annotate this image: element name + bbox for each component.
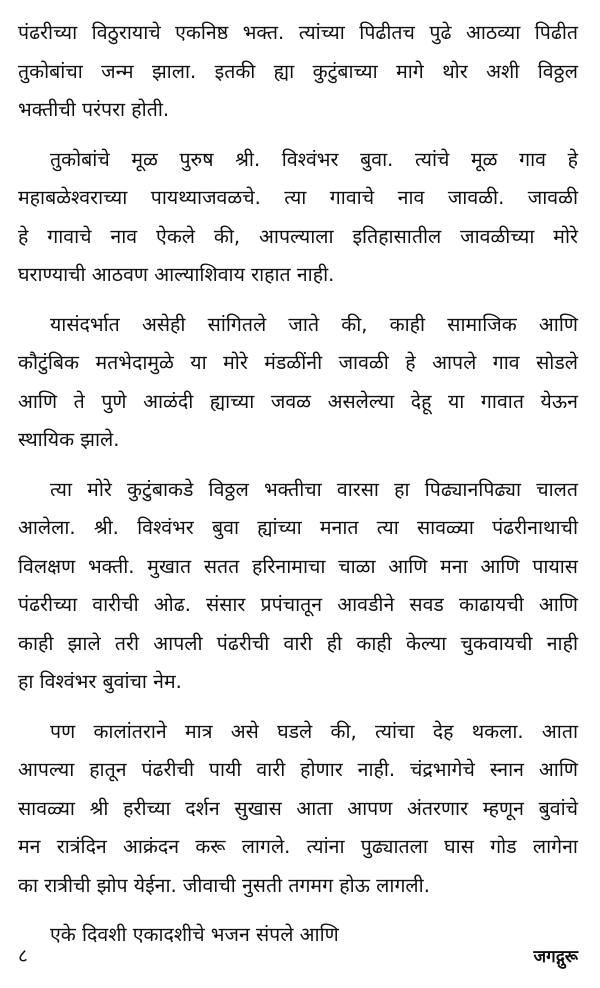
text-line: महाबळेश्वराच्या पायथ्याजवळचे. त्या गावाचे नाव जावळी. जावळी <box>18 186 578 209</box>
page-number: ८ <box>18 945 28 967</box>
text-line: आपल्या हातून पंढरीची पायी वारी होणार नाही. चंद्रभागेचे स्नान आणि <box>18 758 578 781</box>
text-line: काही झाले तरी आपली पंढरीची वारी ही काही केल्या चुकवायची नाही <box>18 631 578 655</box>
text-line: पंढरीच्या विठुरायाचे एकनिष्ठ भक्त. त्यांच्या पिढीतच पुढे आठव्या पिढीत <box>18 21 578 44</box>
text-line: आणि ते पुणे आळंदी ह्याच्या जवळ असलेल्या देहू या गावात येऊन <box>18 389 578 413</box>
text-line: एके दिवशी एकादशीचे भजन संपले आणि <box>50 923 339 946</box>
text-line: पंढरीच्या वारीची ओढ. संसार प्रपंचातून आवडीने सवड काढायची आणि <box>18 593 578 616</box>
text-line: आलेला. श्री. विश्वंभर बुवा ह्यांच्या मनात त्या सावळ्या पंढरीनाथाची <box>18 516 578 539</box>
text-line: हे गावाचे नाव ऐकले की, आपल्याला इतिहासातील जावळीच्या मोरे <box>18 224 578 248</box>
paragraph <box>18 14 578 130</box>
paragraph <box>18 306 578 460</box>
text-line: यासंदर्भात असेही सांगितले जाते की, काही सामाजिक आणि <box>50 312 578 336</box>
page-footer <box>18 940 578 970</box>
text-line: सावळ्या श्री हरीच्या दर्शन सुखास आता आपण अंतरणार म्हणून बुवांचे <box>18 796 578 820</box>
paragraph <box>18 471 578 702</box>
text-line: हा विश्वंभर बुवांचा नेम. <box>18 670 182 693</box>
text-line: विलक्षण भक्ती. मुखात सतत हरिनामाचा चाळा आणि मना आणि पायास <box>18 554 578 578</box>
text-line: का रात्रीची झोप येईना. जीवाची नुसती तगमग होऊ लागली. <box>18 873 430 897</box>
text-line: कौटुंबिक मतभेदामुळे या मोरे मंडळींनी जावळी हे आपले गाव सोडले <box>18 351 578 374</box>
body-text <box>18 14 578 955</box>
text-line: तुकोबांचे मूळ पुरुष श्री. विश्वंभर बुवा. त्यांचे मूळ गाव हे <box>50 147 578 171</box>
text-line: भक्तीची परंपरा होती. <box>18 98 170 121</box>
text-line: मन रात्रंदिन आक्रंदन करू लागले. त्यांना पुढ्यातला घास गोड लागेना <box>18 835 578 858</box>
text-line: तुकोबांचा जन्म झाला. इतकी ह्या कुटुंबाच्या मागे थोर अशी विठ्ठल <box>18 59 578 83</box>
text-line: घराण्याची आठवण आल्याशिवाय राहात नाही. <box>18 263 335 286</box>
text-line: त्या मोरे कुटुंबाकडे विठ्ठल भक्तीचा वारसा हा पिढ्यानपिढ्या चालत <box>50 477 578 501</box>
running-title: जगद्गुरू <box>533 946 578 967</box>
text-line: स्थायिक झाले. <box>18 428 120 451</box>
paragraph <box>18 141 578 295</box>
paragraph <box>18 713 578 906</box>
text-line: पण कालांतराने मात्र असे घडले की, त्यांचा देह थकला. आता <box>50 719 578 743</box>
